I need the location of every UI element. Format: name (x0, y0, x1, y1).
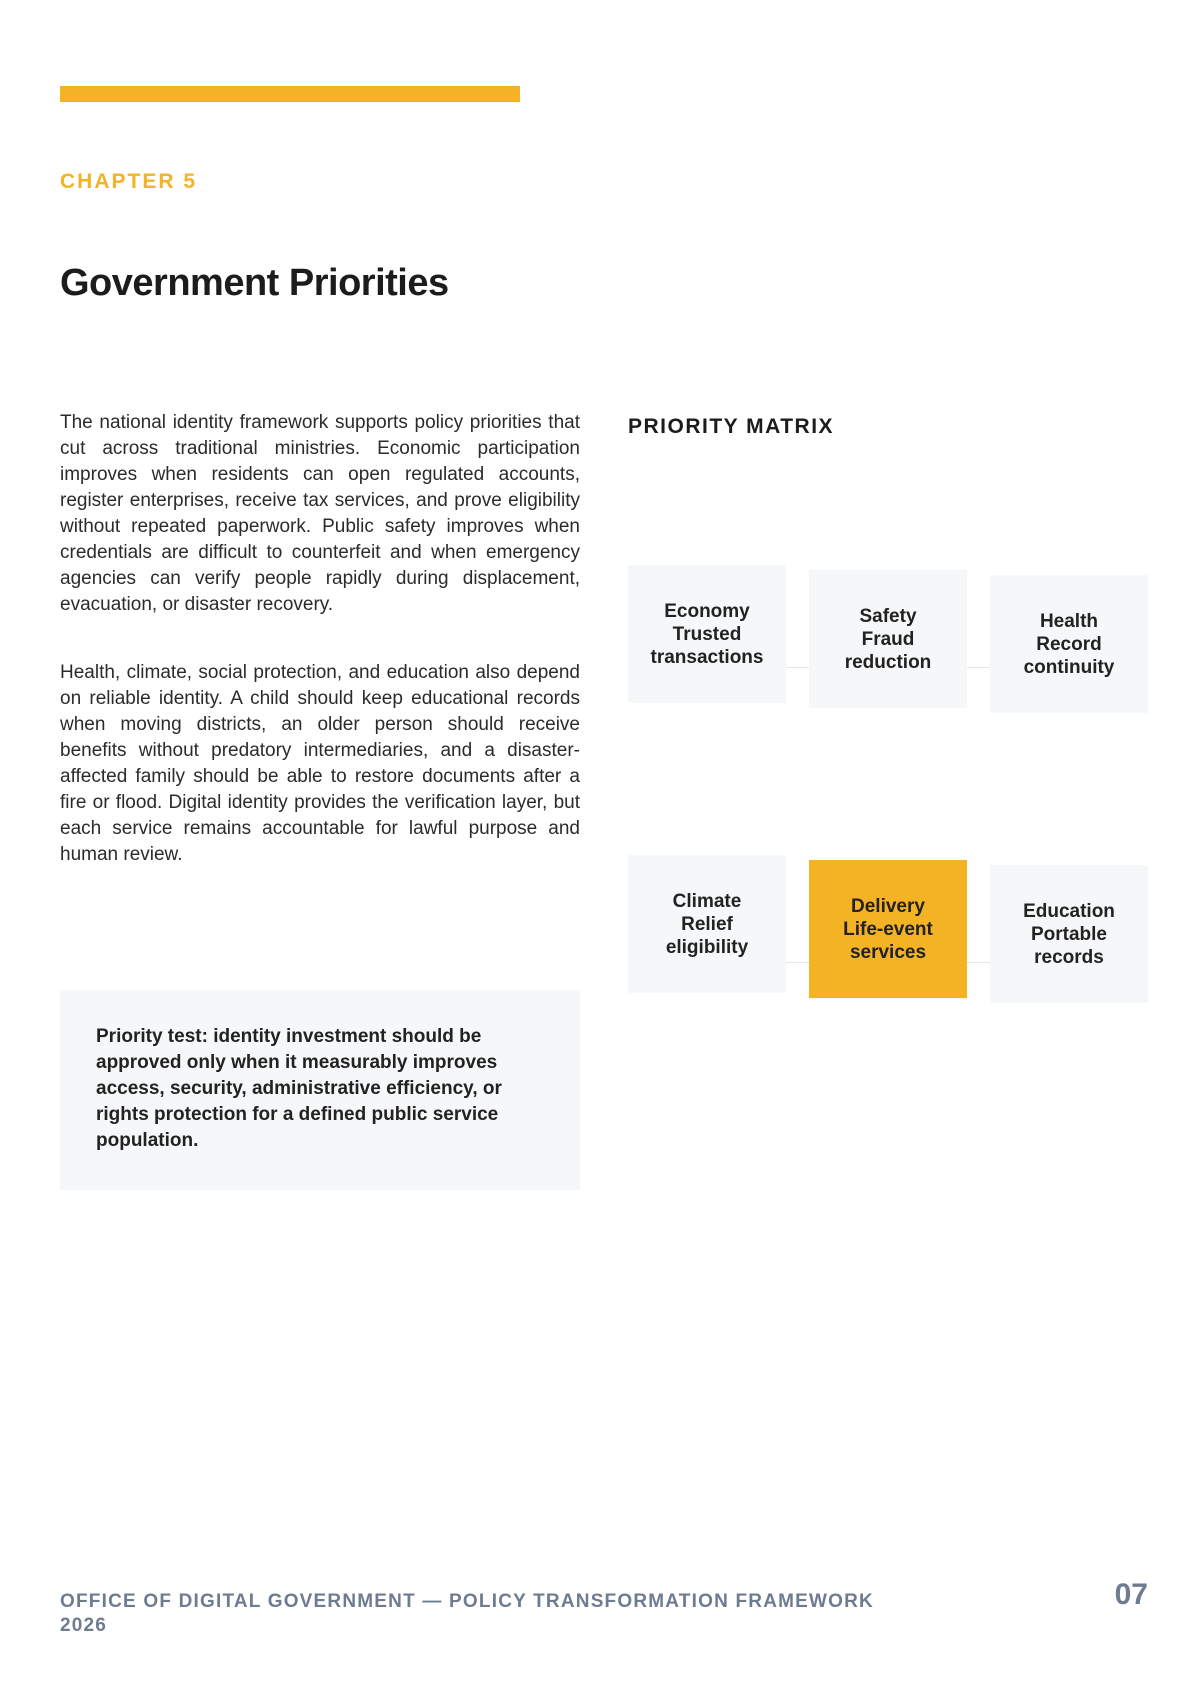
card-label: Health (1039, 610, 1099, 632)
accent-bar (60, 86, 520, 102)
priority-test-callout (60, 990, 580, 1190)
matrix-card-education (990, 865, 1148, 1003)
chapter-label: CHAPTER 5 (60, 170, 198, 193)
card-label: continuity (1023, 656, 1115, 678)
card-label: Safety (859, 605, 917, 627)
footer-text: OFFICE OF DIGITAL GOVERNMENT — POLICY TRANSFORMATION FRAMEWORK 2026 (60, 1591, 874, 1636)
matrix-card-climate (628, 855, 786, 993)
matrix-title: PRIORITY MATRIX (628, 415, 835, 438)
callout-text: Priority test: identity investment should be approved only when it measurably improves access, security, administrative efficiency, or rights protection for a defined public service population. (96, 1026, 502, 1151)
card-label: Portable (1030, 923, 1108, 945)
body-paragraph-2: Health, climate, social protection, and education also depend on reliable identity. A child should keep educational records when moving districts, an older person should receive benefits without predatory intermediaries, and a disaster-affected family should be able to restore documents after a fire or flood. Digital identity provides the verification layer, but each service remains accountable for lawful purpose and human review. (60, 662, 580, 865)
card-label: eligibility (665, 936, 749, 958)
card-label: services (849, 941, 927, 963)
card-label: Education (1023, 900, 1115, 922)
card-label: transactions (650, 646, 764, 668)
matrix-card-economy (628, 565, 786, 703)
matrix-card-safety (809, 570, 967, 708)
card-label: Record (1036, 633, 1102, 655)
card-label: Relief (681, 913, 733, 935)
card-label: Economy (664, 600, 750, 622)
body-text (60, 410, 580, 910)
card-label: Climate (672, 890, 742, 912)
body-paragraph-1: The national identity framework supports policy priorities that cut across traditional ministries. Economic participation improves when residents can open regulated accounts, register enterprises, receive tax services, and prove eligibility without repeated paperwork. Public safety improves when credentials are difficult to counterfeit and when emergency agencies can verify people rapidly during displacement, evacuation, or disaster recovery. (60, 412, 580, 615)
card-label: Delivery (851, 895, 925, 917)
matrix-card-delivery (809, 860, 967, 998)
card-label: Trusted (672, 623, 742, 645)
matrix-card-health (990, 575, 1148, 713)
card-label: Fraud (861, 628, 915, 650)
card-label: records (1034, 946, 1104, 968)
card-label: reduction (844, 651, 932, 673)
card-label: Life-event (843, 918, 933, 940)
page-title: Government Priorities (60, 262, 449, 304)
page-number: 07 (1114, 1578, 1148, 1611)
